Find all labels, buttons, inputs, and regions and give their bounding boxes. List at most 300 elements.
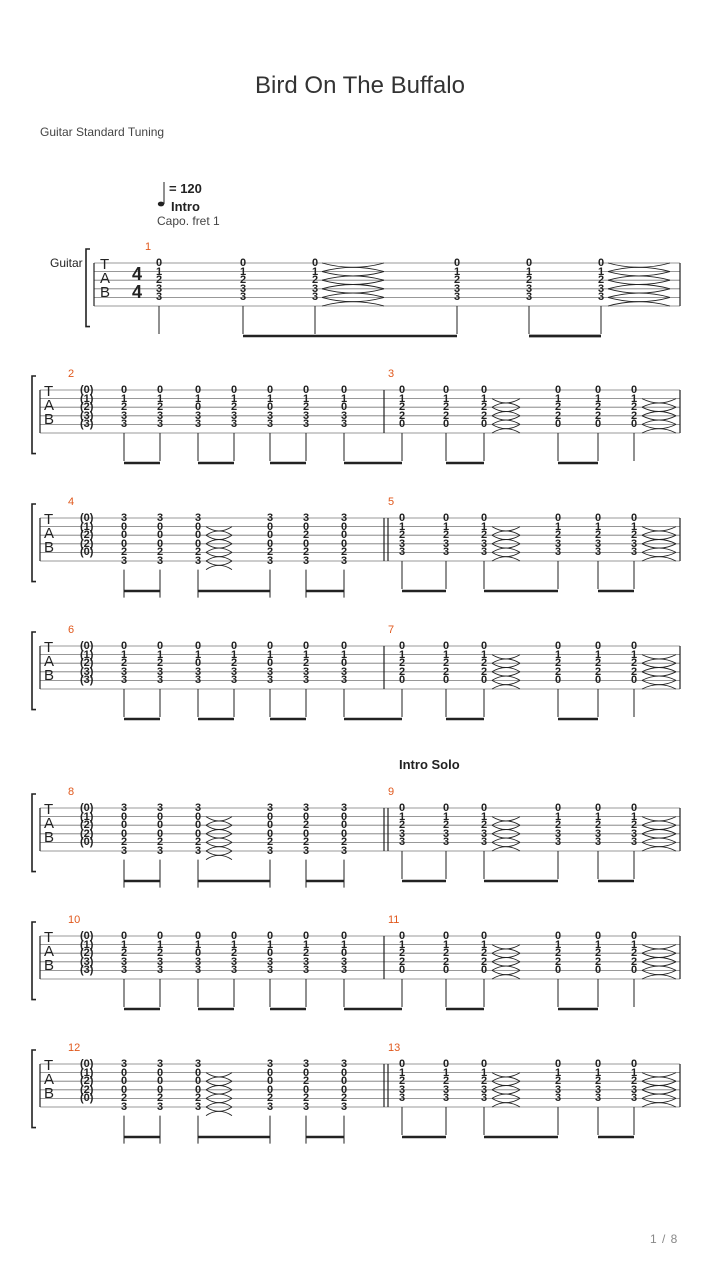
system-bracket: [32, 504, 36, 582]
let-ring-tie: [322, 267, 384, 271]
fret-number: 1: [453, 265, 461, 278]
let-ring-tie: [608, 280, 670, 284]
fret-number: 2: [398, 409, 406, 422]
fret-number: 3: [266, 964, 274, 977]
fret-number: 3: [311, 291, 319, 304]
let-ring-tie: [642, 416, 676, 420]
fret-number: 0: [156, 520, 164, 533]
let-ring-tie: [642, 1098, 676, 1102]
fret-number: 0: [120, 1066, 128, 1079]
fret-number: 1: [630, 648, 638, 661]
fret-number: 0: [194, 657, 202, 670]
let-ring-tie: [642, 527, 676, 531]
fret-number: 3: [302, 418, 310, 431]
fret-number: 0: [340, 1066, 348, 1079]
fret-number: 0: [266, 827, 274, 840]
fret-number: 0: [442, 512, 450, 524]
fret-number: 0: [156, 1083, 164, 1096]
fret-number: 3: [194, 1058, 202, 1070]
let-ring-tie: [642, 975, 676, 979]
let-ring-tie: [642, 834, 676, 838]
fret-number: 0: [480, 640, 488, 652]
fret-number: 0: [266, 930, 274, 942]
let-ring-tie: [206, 830, 232, 834]
fret-number: 3: [480, 546, 488, 559]
fret-number: 0: [398, 1058, 406, 1070]
fret-number: 3: [194, 955, 202, 968]
fret-number: 2: [554, 409, 562, 422]
fret-number: 0: [266, 1083, 274, 1096]
let-ring-tie: [206, 1073, 232, 1077]
held-note: (2): [80, 1083, 94, 1096]
fret-number: 2: [554, 1075, 562, 1088]
tab-system: [0, 916, 720, 1026]
system-bracket: [32, 376, 36, 454]
fret-number: 0: [302, 520, 310, 533]
held-note: (1): [80, 1066, 94, 1079]
fret-number: 3: [230, 665, 238, 678]
fret-number: 3: [525, 282, 533, 295]
fret-number: 1: [398, 938, 406, 951]
let-ring-tie: [642, 544, 676, 548]
section-intro: Intro: [171, 199, 200, 214]
let-ring-tie: [206, 531, 232, 535]
fret-number: 3: [120, 512, 128, 524]
fret-number: 2: [156, 1092, 164, 1105]
fret-number: 0: [630, 1058, 638, 1070]
measure-number: 9: [388, 786, 395, 798]
fret-number: 3: [194, 418, 202, 431]
fret-number: 1: [156, 648, 164, 661]
fret-number: 1: [194, 648, 202, 661]
fret-number: 0: [480, 802, 488, 814]
fret-number: 2: [594, 401, 602, 414]
let-ring-tie: [206, 834, 232, 838]
fret-number: 0: [311, 257, 319, 269]
fret-number: 3: [155, 291, 163, 304]
fret-number: 3: [398, 827, 406, 840]
fret-number: 2: [302, 819, 310, 832]
fret-number: 0: [594, 640, 602, 652]
fret-number: 2: [480, 665, 488, 678]
let-ring-tie: [492, 429, 520, 433]
fret-number: 0: [340, 1075, 348, 1088]
fret-number: 0: [266, 819, 274, 832]
fret-number: 2: [266, 1092, 274, 1105]
fret-number: 0: [266, 640, 274, 652]
fret-number: 1: [442, 520, 450, 533]
fret-number: 3: [230, 418, 238, 431]
fret-number: 3: [266, 845, 274, 857]
let-ring-tie: [642, 962, 676, 966]
fret-number: 2: [597, 274, 605, 287]
fret-number: 2: [442, 401, 450, 414]
fret-number: 0: [156, 930, 164, 942]
let-ring-tie: [642, 1103, 676, 1107]
let-ring-tie: [608, 272, 670, 276]
fret-number: 0: [594, 1058, 602, 1070]
let-ring-tie: [642, 548, 676, 552]
fret-number: 2: [480, 409, 488, 422]
fret-number: 0: [302, 810, 310, 823]
let-ring-tie: [642, 540, 676, 544]
fret-number: 2: [554, 529, 562, 542]
fret-number: 3: [156, 418, 164, 431]
let-ring-tie: [492, 953, 520, 957]
let-ring-tie: [492, 552, 520, 556]
fret-number: 0: [594, 964, 602, 977]
system-bracket: [32, 1050, 36, 1128]
let-ring-tie: [206, 1081, 232, 1085]
fret-number: 1: [597, 265, 605, 278]
fret-number: 0: [266, 537, 274, 550]
fret-number: 0: [194, 520, 202, 533]
fret-number: 0: [120, 529, 128, 542]
fret-number: 3: [266, 555, 274, 567]
fret-number: 3: [554, 827, 562, 840]
tab-letter: A: [44, 653, 55, 670]
let-ring-tie: [492, 834, 520, 838]
fret-number: 3: [480, 827, 488, 840]
fret-number: 2: [554, 665, 562, 678]
let-ring-tie: [642, 535, 676, 539]
fret-number: 0: [554, 930, 562, 942]
fret-number: 3: [398, 836, 406, 849]
fret-number: 0: [194, 819, 202, 832]
let-ring-tie: [206, 847, 232, 851]
let-ring-tie: [642, 830, 676, 834]
fret-number: 0: [156, 810, 164, 823]
fret-number: 1: [302, 938, 310, 951]
fret-number: 0: [120, 1075, 128, 1088]
tab-letter: T: [44, 1057, 54, 1074]
let-ring-tie: [206, 561, 232, 565]
fret-number: 0: [554, 512, 562, 524]
fret-number: 0: [340, 537, 348, 550]
fret-number: 2: [230, 657, 238, 670]
fret-number: 1: [480, 520, 488, 533]
fret-number: 0: [156, 827, 164, 840]
fret-number: 3: [597, 291, 605, 304]
let-ring-tie: [492, 676, 520, 680]
fret-number: 3: [266, 409, 274, 422]
fret-number: 2: [630, 665, 638, 678]
fret-number: 0: [630, 418, 638, 431]
fret-number: 3: [442, 546, 450, 559]
fret-number: 2: [442, 1075, 450, 1088]
fret-number: 3: [266, 802, 274, 814]
fret-number: 3: [302, 845, 310, 857]
system-bracket: [86, 249, 90, 327]
fret-number: 0: [194, 947, 202, 960]
let-ring-tie: [492, 966, 520, 970]
fret-number: 1: [340, 392, 348, 405]
fret-number: 0: [120, 810, 128, 823]
let-ring-tie: [492, 416, 520, 420]
fret-number: 2: [340, 546, 348, 559]
measure-number: 12: [68, 1042, 81, 1054]
held-note: (2): [80, 1075, 94, 1088]
let-ring-tie: [642, 429, 676, 433]
fret-number: 0: [266, 1075, 274, 1088]
fret-number: 3: [120, 418, 128, 431]
held-note: (0): [80, 802, 94, 814]
measure-number: 10: [68, 914, 81, 926]
fret-number: 3: [453, 291, 461, 304]
fret-number: 2: [230, 401, 238, 414]
let-ring-tie: [608, 285, 670, 289]
held-note: (3): [80, 418, 94, 431]
fret-number: 2: [480, 529, 488, 542]
let-ring-tie: [492, 817, 520, 821]
fret-number: 0: [480, 674, 488, 687]
fret-number: 3: [480, 537, 488, 550]
fret-number: 0: [398, 640, 406, 652]
let-ring-tie: [642, 531, 676, 535]
fret-number: 0: [156, 537, 164, 550]
let-ring-tie: [642, 668, 676, 672]
fret-number: 2: [120, 546, 128, 559]
fret-number: 2: [194, 836, 202, 849]
fret-number: 0: [194, 529, 202, 542]
tab-letter: A: [44, 943, 55, 960]
fret-number: 0: [597, 257, 605, 269]
measure-number: 8: [68, 786, 75, 798]
tab-letter: A: [44, 397, 55, 414]
fret-number: 0: [594, 384, 602, 396]
fret-number: 0: [156, 1075, 164, 1088]
measure-number: 5: [388, 496, 395, 508]
fret-number: 2: [594, 947, 602, 960]
let-ring-tie: [608, 302, 670, 306]
fret-number: 3: [554, 546, 562, 559]
fret-number: 0: [266, 657, 274, 670]
fret-number: 0: [480, 418, 488, 431]
fret-number: 2: [594, 955, 602, 968]
let-ring-tie: [492, 557, 520, 561]
fret-number: 3: [266, 512, 274, 524]
fret-number: 1: [554, 648, 562, 661]
page-indicator[interactable]: 1 / 8: [650, 1232, 679, 1246]
fret-number: 0: [554, 674, 562, 687]
fret-number: 0: [194, 401, 202, 414]
let-ring-tie: [492, 535, 520, 539]
fret-number: 1: [594, 648, 602, 661]
fret-number: 2: [194, 1092, 202, 1105]
tab-system: [0, 788, 720, 898]
fret-number: 3: [554, 1083, 562, 1096]
measure-number: 4: [68, 496, 75, 508]
fret-number: 3: [120, 845, 128, 857]
fret-number: 2: [630, 947, 638, 960]
fret-number: 2: [398, 947, 406, 960]
fret-number: 3: [156, 802, 164, 814]
let-ring-tie: [492, 685, 520, 689]
fret-number: 1: [311, 265, 319, 278]
fret-number: 2: [554, 401, 562, 414]
fret-number: 1: [230, 648, 238, 661]
fret-number: 3: [594, 546, 602, 559]
fret-number: 1: [594, 392, 602, 405]
fret-number: 2: [442, 819, 450, 832]
let-ring-tie: [492, 399, 520, 403]
fret-number: 1: [398, 1066, 406, 1079]
fret-number: 0: [442, 930, 450, 942]
fret-number: 0: [340, 827, 348, 840]
fret-number: 0: [630, 802, 638, 814]
fret-number: 3: [266, 1058, 274, 1070]
let-ring-tie: [206, 817, 232, 821]
fret-number: 0: [120, 1083, 128, 1096]
let-ring-tie: [206, 552, 232, 556]
fret-number: 0: [302, 930, 310, 942]
fret-number: 2: [302, 1092, 310, 1105]
fret-number: 3: [398, 537, 406, 550]
fret-number: 1: [442, 810, 450, 823]
fret-number: 3: [230, 964, 238, 977]
fret-number: 0: [266, 384, 274, 396]
fret-number: 0: [302, 827, 310, 840]
let-ring-tie: [206, 1094, 232, 1098]
let-ring-tie: [492, 1073, 520, 1077]
let-ring-tie: [322, 289, 384, 293]
fret-number: 1: [480, 648, 488, 661]
let-ring-tie: [608, 293, 670, 297]
fret-number: 2: [630, 401, 638, 414]
fret-number: 2: [340, 836, 348, 849]
fret-number: 1: [554, 392, 562, 405]
fret-number: 2: [630, 955, 638, 968]
let-ring-tie: [322, 297, 384, 301]
fret-number: 1: [480, 392, 488, 405]
let-ring-tie: [608, 263, 670, 267]
fret-number: 3: [302, 1058, 310, 1070]
system-bracket: [32, 632, 36, 710]
tab-letter: B: [44, 957, 55, 974]
fret-number: 0: [194, 537, 202, 550]
fret-number: 0: [155, 257, 163, 269]
fret-number: 3: [302, 665, 310, 678]
tab-letter: B: [44, 1085, 55, 1102]
fret-number: 2: [594, 1075, 602, 1088]
tab-system: [0, 1044, 720, 1154]
fret-number: 2: [155, 274, 163, 287]
let-ring-tie: [492, 407, 520, 411]
fret-number: 1: [194, 938, 202, 951]
let-ring-tie: [322, 276, 384, 280]
let-ring-tie: [492, 527, 520, 531]
fret-number: 1: [266, 392, 274, 405]
let-ring-tie: [642, 659, 676, 663]
let-ring-tie: [642, 958, 676, 962]
held-note: (2): [80, 537, 94, 550]
fret-number: 3: [442, 827, 450, 840]
fret-number: 3: [194, 964, 202, 977]
tuning-label: Guitar Standard Tuning: [40, 125, 165, 139]
let-ring-tie: [206, 1090, 232, 1094]
fret-number: 3: [156, 555, 164, 567]
fret-number: 1: [630, 938, 638, 951]
fret-number: 3: [594, 1092, 602, 1105]
fret-number: 2: [120, 1092, 128, 1105]
let-ring-tie: [642, 847, 676, 851]
fret-number: 3: [302, 955, 310, 968]
fret-number: 3: [480, 836, 488, 849]
fret-number: 3: [230, 674, 238, 687]
fret-number: 3: [398, 1092, 406, 1105]
held-note: (0): [80, 1092, 94, 1105]
fret-number: 3: [194, 555, 202, 567]
fret-number: 2: [554, 955, 562, 968]
fret-number: 3: [194, 1101, 202, 1113]
let-ring-tie: [206, 527, 232, 531]
held-note: (1): [80, 648, 94, 661]
let-ring-tie: [322, 302, 384, 306]
fret-number: 3: [302, 964, 310, 977]
fret-number: 1: [156, 938, 164, 951]
fret-number: 3: [302, 1101, 310, 1113]
fret-number: 1: [630, 1066, 638, 1079]
let-ring-tie: [642, 655, 676, 659]
let-ring-tie: [492, 949, 520, 953]
tab-letter: A: [44, 815, 55, 832]
let-ring-tie: [642, 424, 676, 428]
fret-number: 0: [480, 930, 488, 942]
held-note: (2): [80, 827, 94, 840]
fret-number: 2: [156, 657, 164, 670]
fret-number: 3: [340, 418, 348, 431]
fret-number: 2: [120, 947, 128, 960]
time-signature-top: 4: [132, 264, 143, 284]
measure-number: 2: [68, 368, 75, 380]
fret-number: 1: [266, 648, 274, 661]
let-ring-tie: [642, 953, 676, 957]
let-ring-tie: [492, 420, 520, 424]
fret-number: 0: [194, 810, 202, 823]
fret-number: 0: [266, 520, 274, 533]
fret-number: 0: [120, 827, 128, 840]
fret-number: 0: [442, 674, 450, 687]
measure-number: 1: [145, 241, 152, 253]
fret-number: 2: [398, 401, 406, 414]
fret-number: 3: [594, 1083, 602, 1096]
let-ring-tie: [642, 966, 676, 970]
fret-number: 2: [480, 819, 488, 832]
held-note: (1): [80, 520, 94, 533]
fret-number: 2: [480, 947, 488, 960]
let-ring-tie: [206, 1111, 232, 1115]
let-ring-tie: [642, 676, 676, 680]
let-ring-tie: [206, 548, 232, 552]
let-ring-tie: [492, 838, 520, 842]
let-ring-tie: [492, 847, 520, 851]
fret-number: 0: [398, 674, 406, 687]
held-note: (1): [80, 392, 94, 405]
tab-letter: B: [44, 411, 55, 428]
fret-number: 0: [194, 930, 202, 942]
fret-number: 3: [340, 1058, 348, 1070]
let-ring-tie: [492, 672, 520, 676]
fret-number: 2: [302, 657, 310, 670]
fret-number: 1: [156, 392, 164, 405]
fret-number: 3: [155, 282, 163, 295]
fret-number: 3: [554, 1092, 562, 1105]
fret-number: 3: [120, 955, 128, 968]
fret-number: 0: [453, 257, 461, 269]
fret-number: 2: [302, 947, 310, 960]
let-ring-tie: [642, 817, 676, 821]
fret-number: 2: [398, 529, 406, 542]
